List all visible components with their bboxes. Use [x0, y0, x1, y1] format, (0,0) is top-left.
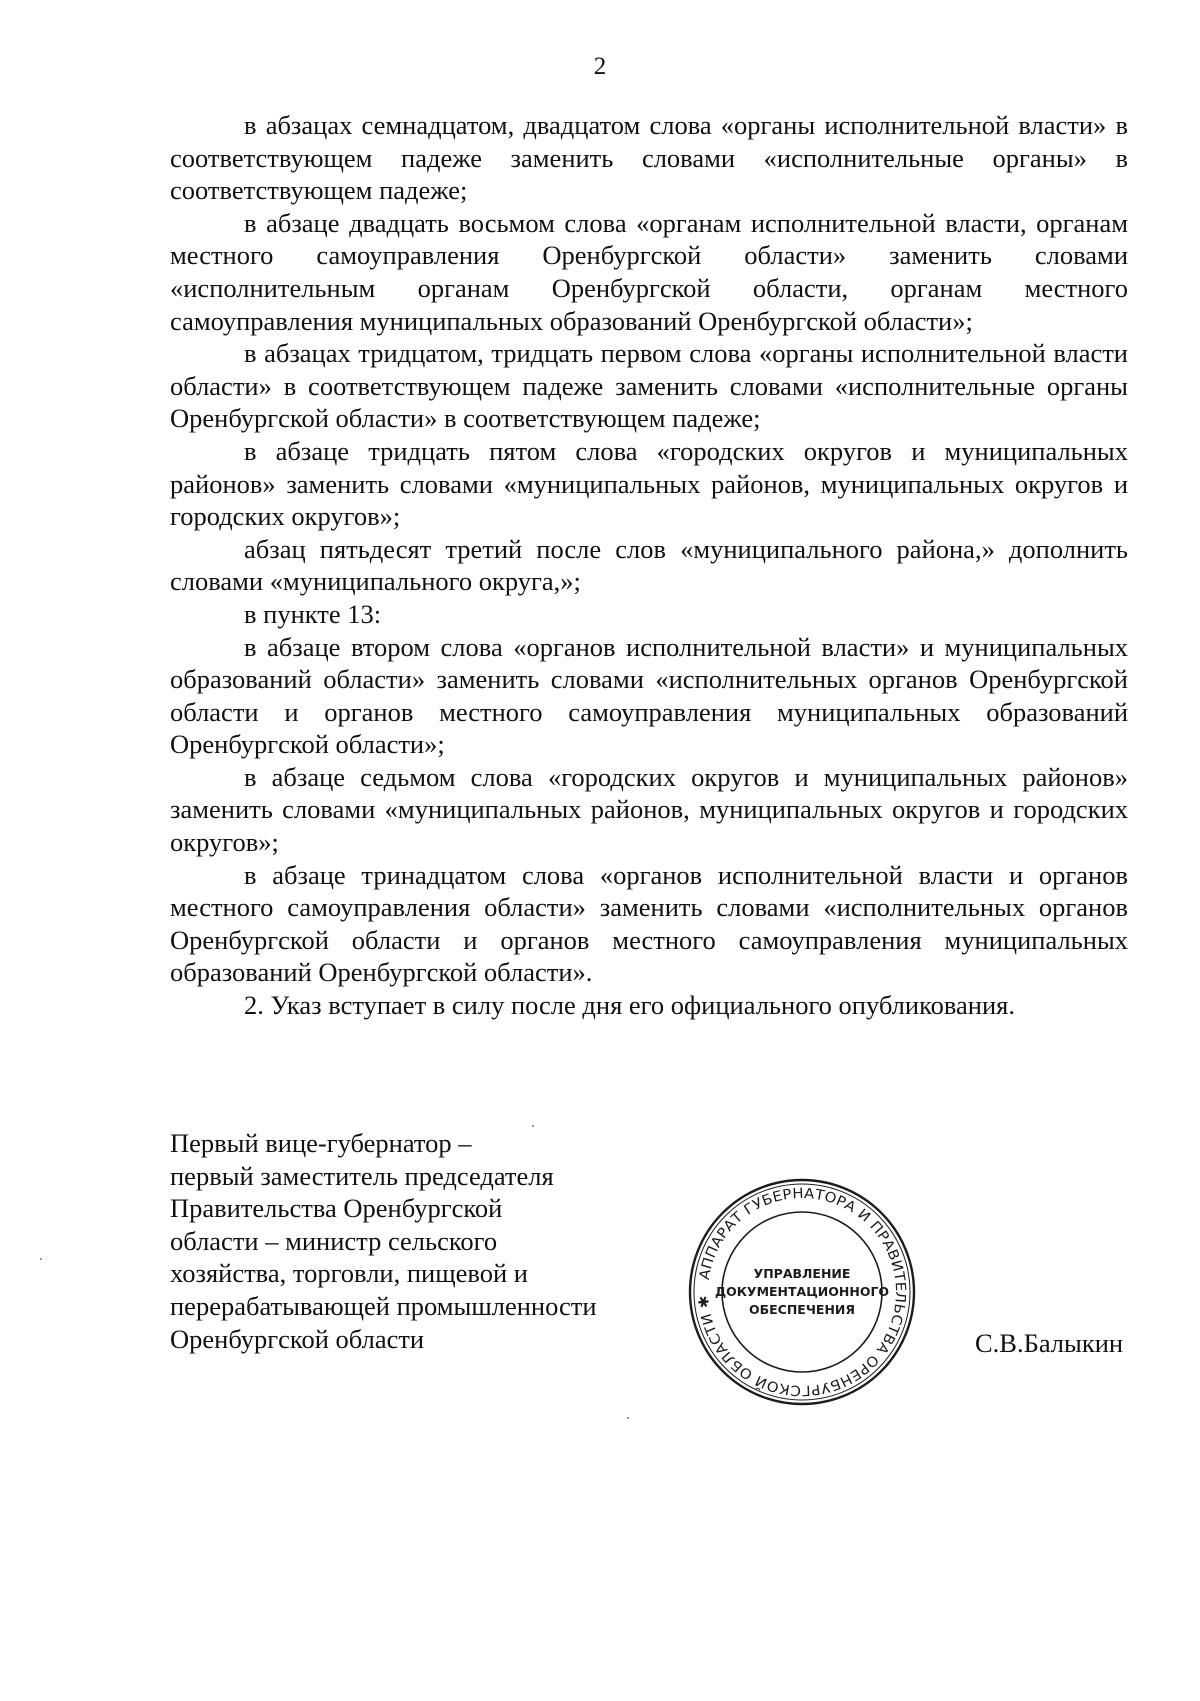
paragraph: в абзацах тридцатом, тридцать первом слова «органы исполнительной власти области» в соответствующем падеже заменить словами «исполнительные органы Оренбургской области» в соответствующем падеже;: [170, 338, 1128, 434]
official-seal: [687, 1177, 917, 1407]
scan-speck: [627, 1417, 629, 1419]
scan-speck: [40, 1258, 42, 1260]
paragraph: в абзаце тридцать пятом слова «городских округов и муниципальных районов» заменить словами «муниципальных районов, муниципальных округов и городских округов»;: [170, 435, 1128, 532]
signer-name: С.В.Балыкин: [975, 1328, 1124, 1358]
page-number: 2: [593, 53, 607, 80]
document-body: [170, 109, 1128, 1022]
scan-speck: [532, 1125, 534, 1127]
paragraph: в абзаце втором слова «органов исполнительной власти» и муниципальных образований области» заменить словами «исполнительных органов Оренбургской области и органов местного самоуправления муниципальных образований Оренбургской области»;: [170, 631, 1128, 760]
paragraph: в абзацах семнадцатом, двадцатом слова «органы исполнительной власти» в соответствующем падеже заменить словами «исполнительные органы» в соответствующем падеже;: [170, 110, 1128, 206]
paragraph: в пункте 13:: [244, 598, 382, 629]
signatory-title-line: области – министр сельского: [170, 1225, 498, 1256]
paragraph: в абзаце тринадцатом слова «органов исполнительной власти и органов местного самоуправления области» заменить словами «исполнительных органов Оренбургской области и органов местного самоуправления муниципальных образований Оренбургской области».: [170, 859, 1128, 988]
seal-ring-text: АППАРАТ ГУБЕРНАТОРА И ПРАВИТЕЛЬСТВА ОРЕНБУРГСКОЙ ОБЛАСТИ ✱: [695, 1185, 909, 1399]
seal-stamp-graphic: [687, 1177, 917, 1407]
seal-center-line: ДОКУМЕНТАЦИОННОГО: [714, 1284, 890, 1299]
paragraph: в абзаце седьмом слова «городских округов и муниципальных районов» заменить словами «муниципальных районов, муниципальных округов и городских округов»;: [170, 761, 1128, 858]
signatory-title-line: Оренбургской области: [170, 1323, 425, 1354]
signatory-title-line: Первый вице-губернатор –: [170, 1128, 472, 1158]
effective-date-clause: 2. Указ вступает в силу после дня его официального опубликования.: [244, 990, 1015, 1021]
paragraph: абзац пятьдесят третий после слов «муниципального района,» дополнить словами «муниципального округа,»;: [170, 533, 1128, 597]
seal-center-line: ОБЕСПЕЧЕНИЯ: [748, 1302, 856, 1317]
signatory-title-line: первый заместитель председателя: [170, 1160, 554, 1191]
paragraph: в абзаце двадцать восьмом слова «органам исполнительной власти, органам местного самоуправления Оренбургской области» заменить словами «исполнительным органам Оренбургской области, органам местного самоуправления муниципальных образований Оренбургской области»;: [170, 207, 1128, 336]
signatory-title-line: перерабатывающей промышленности: [170, 1290, 597, 1321]
signatory-title: [170, 1127, 650, 1355]
seal-center-line: УПРАВЛЕНИЕ: [753, 1266, 851, 1281]
signatory-title-line: Правительства Оренбургской: [170, 1193, 503, 1224]
signatory-title-line: хозяйства, торговли, пищевой и: [170, 1258, 528, 1289]
